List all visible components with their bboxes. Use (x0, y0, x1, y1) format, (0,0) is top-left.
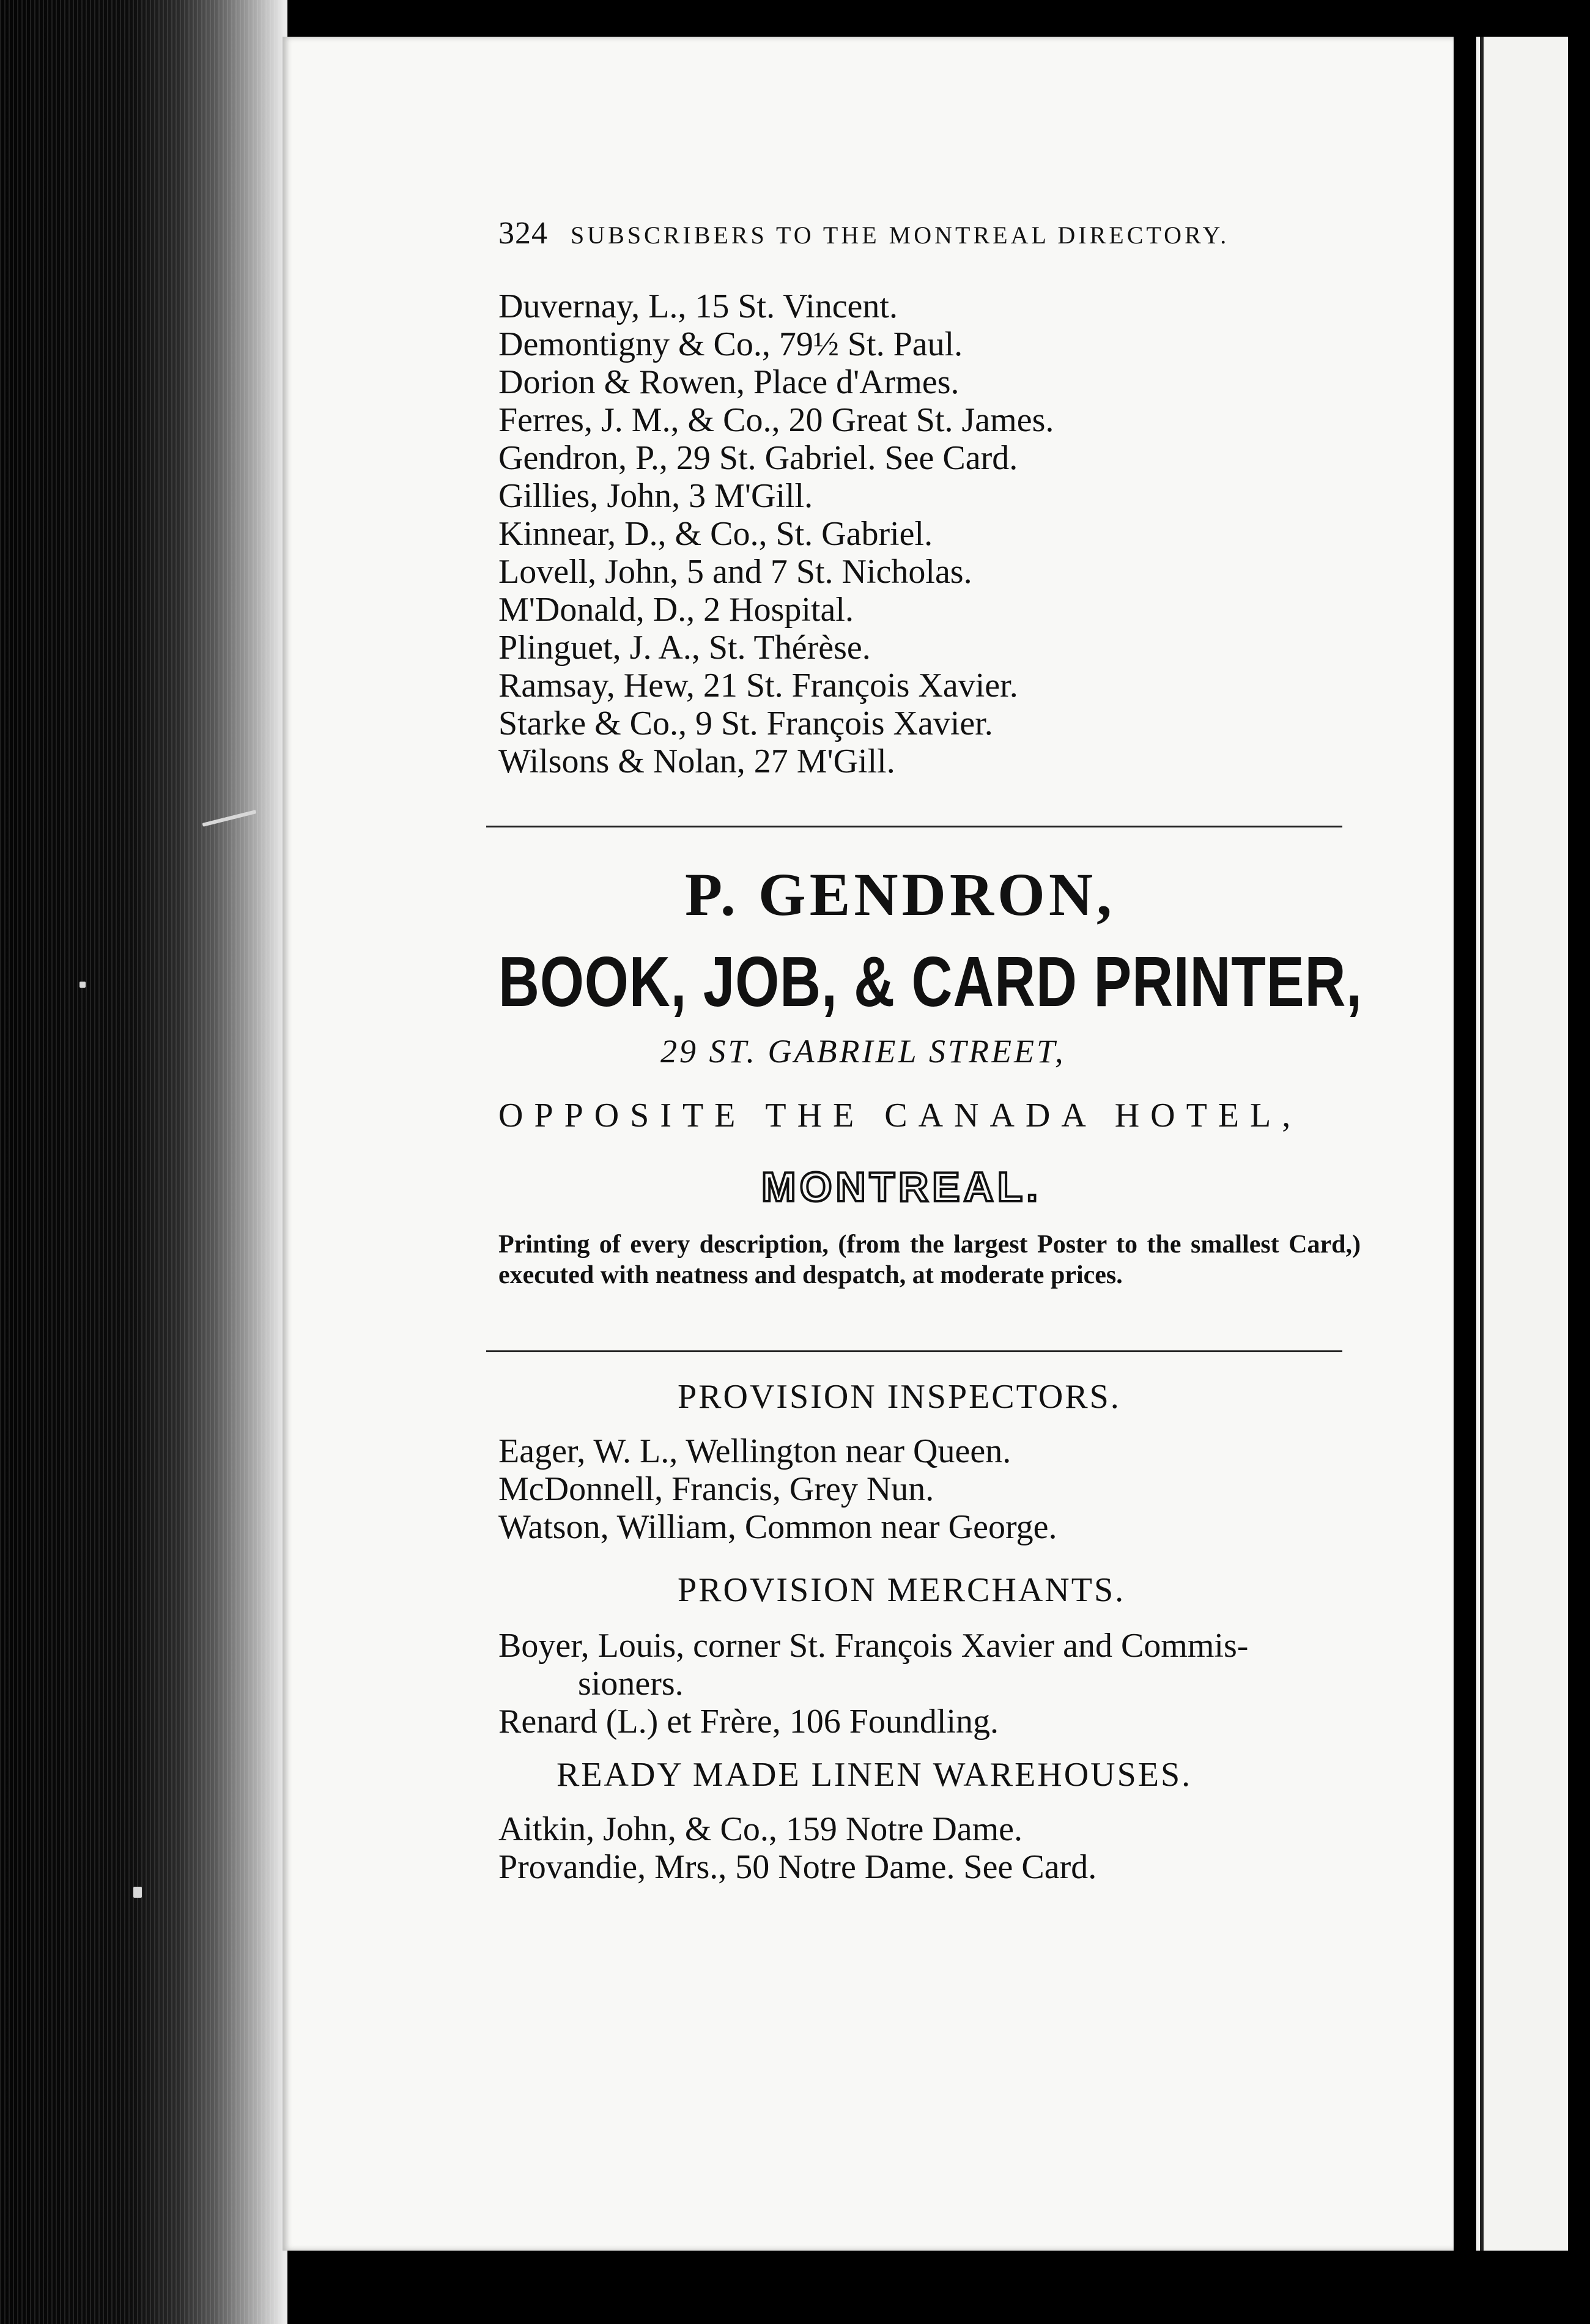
list-item: Ferres, J. M., & Co., 20 Great St. James. (498, 401, 1054, 439)
list-item: Demontigny & Co., 79½ St. Paul. (498, 325, 963, 363)
scan-artifact (80, 982, 86, 988)
list-item: Dorion & Rowen, Place d'Armes. (498, 363, 960, 401)
book-page-edges (0, 0, 287, 2324)
divider-rule (486, 1350, 1342, 1352)
list-item: McDonnell, Francis, Grey Nun. (498, 1470, 934, 1508)
divider-rule (486, 826, 1342, 827)
list-item: Watson, William, Common near George. (498, 1508, 1057, 1546)
list-item: Ramsay, Hew, 21 St. François Xavier. (498, 667, 1018, 705)
linen-warehouse-list (498, 1810, 1355, 1886)
inspector-list (498, 1432, 1355, 1546)
list-item: Duvernay, L., 15 St. Vincent. (498, 287, 898, 325)
page-number: 324 (498, 216, 548, 251)
ad-location: OPPOSITE THE CANADA HOTEL, (498, 1097, 1302, 1134)
list-item: Lovell, John, 5 and 7 St. Nicholas. (498, 553, 972, 591)
section-heading: READY MADE LINEN WAREHOUSES. (556, 1756, 1192, 1794)
ad-city: MONTREAL. (761, 1164, 1042, 1210)
section-heading: PROVISION INSPECTORS. (678, 1378, 1121, 1416)
list-item: M'Donald, D., 2 Hospital. (498, 591, 854, 629)
list-item: Aitkin, John, & Co., 159 Notre Dame. (498, 1810, 1023, 1848)
subscriber-list (498, 287, 1355, 780)
ad-body-text: Printing of every description, (from the largest Poster to the smallest Card,) executed with neatness and despatch, at moderate prices. (498, 1230, 1361, 1289)
list-item: Eager, W. L., Wellington near Queen. (498, 1432, 1011, 1470)
running-header (498, 215, 1293, 251)
section-heading: PROVISION MERCHANTS. (678, 1571, 1126, 1609)
list-item: Renard (L.) et Frère, 106 Foundling. (498, 1703, 999, 1741)
list-item: Boyer, Louis, corner St. François Xavier and Commis- (498, 1627, 1249, 1665)
list-item: Gillies, John, 3 M'Gill. (498, 477, 813, 515)
page-gutter (1480, 37, 1484, 2251)
list-item: Provandie, Mrs., 50 Notre Dame. See Card. (498, 1848, 1097, 1886)
list-item: Kinnear, D., & Co., St. Gabriel. (498, 515, 933, 553)
list-item: Gendron, P., 29 St. Gabriel. See Card. (498, 439, 1018, 477)
ad-headline: BOOK, JOB, & CARD PRINTER, (498, 942, 1363, 1021)
list-item: Plinguet, J. A., St. Thérèse. (498, 629, 871, 667)
scan-artifact (133, 1887, 142, 1898)
advertiser-name: P. GENDRON, (685, 860, 1116, 928)
merchant-list (498, 1627, 1355, 1741)
list-item: Starke & Co., 9 St. François Xavier. (498, 705, 993, 742)
list-item: Wilsons & Nolan, 27 M'Gill. (498, 742, 895, 780)
list-item-continuation: sioners. (578, 1665, 684, 1703)
ad-address: 29 ST. GABRIEL STREET, (660, 1033, 1066, 1070)
running-title: SUBSCRIBERS TO THE MONTREAL DIRECTORY. (571, 221, 1230, 249)
